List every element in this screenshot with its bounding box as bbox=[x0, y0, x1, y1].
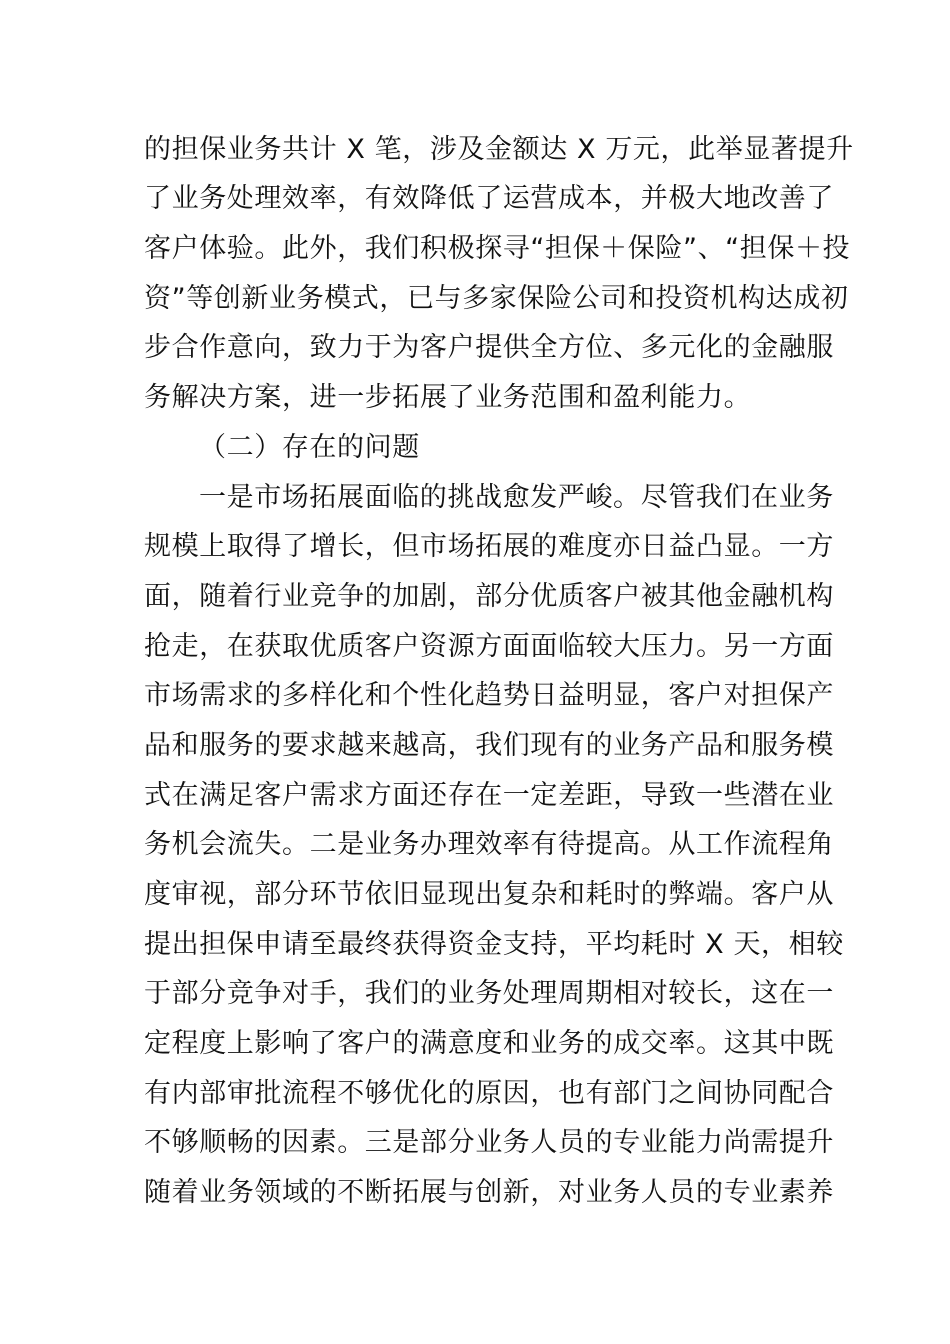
text-line: 务解决方案，进一步拓展了业务范围和盈利能力。 bbox=[144, 382, 752, 413]
text-line: 市场需求的多样化和个性化趋势日益明显，客户对担保产 bbox=[144, 680, 834, 711]
text-line: 有内部审批流程不够优化的原因，也有部门之间协同配合 bbox=[144, 1078, 834, 1109]
text-line: 式在满足客户需求方面还存在一定差距，导致一些潜在业 bbox=[144, 780, 834, 811]
text-line: 步合作意向，致力于为客户提供全方位、多元化的金融服 bbox=[144, 332, 834, 363]
text-line: 随着业务领域的不断拓展与创新，对业务人员的专业素养 bbox=[144, 1177, 834, 1208]
text-line: 度审视，部分环节依旧显现出复杂和耗时的弊端。客户从 bbox=[144, 879, 834, 910]
text-line: 定程度上影响了客户的满意度和业务的成交率。这其中既 bbox=[144, 1028, 834, 1059]
section-heading: （二）存在的问题 bbox=[199, 432, 420, 463]
text-line: 客户体验。此外，我们积极探寻“担保＋保险”、“担保＋投 bbox=[144, 233, 851, 264]
text-line: 于部分竞争对手，我们的业务处理周期相对较长，这在一 bbox=[144, 978, 834, 1009]
text-line: 抢走，在获取优质客户资源方面面临较大压力。另一方面 bbox=[144, 631, 834, 662]
text-line: 资”等创新业务模式，已与多家保险公司和投资机构达成初 bbox=[144, 283, 849, 314]
text-line: 面，随着行业竞争的加剧，部分优质客户被其他金融机构 bbox=[144, 581, 834, 612]
text-line: 了业务处理效率，有效降低了运营成本，并极大地改善了 bbox=[144, 183, 834, 214]
text-line: 提出担保申请至最终获得资金支持，平均耗时 X 天，相较 bbox=[144, 929, 844, 960]
text-line: 的担保业务共计 X 笔，涉及金额达 X 万元，此举显著提升 bbox=[144, 134, 854, 165]
text-line: 规模上取得了增长，但市场拓展的难度亦日益凸显。一方 bbox=[144, 531, 834, 562]
text-line: 品和服务的要求越来越高，我们现有的业务产品和服务模 bbox=[144, 730, 834, 761]
text-line: 务机会流失。二是业务办理效率有待提高。从工作流程角 bbox=[144, 829, 834, 860]
text-line: 不够顺畅的因素。三是部分业务人员的专业能力尚需提升 bbox=[144, 1127, 834, 1158]
paragraph-first-line: 一是市场拓展面临的挑战愈发严峻。尽管我们在业务 bbox=[199, 482, 834, 513]
